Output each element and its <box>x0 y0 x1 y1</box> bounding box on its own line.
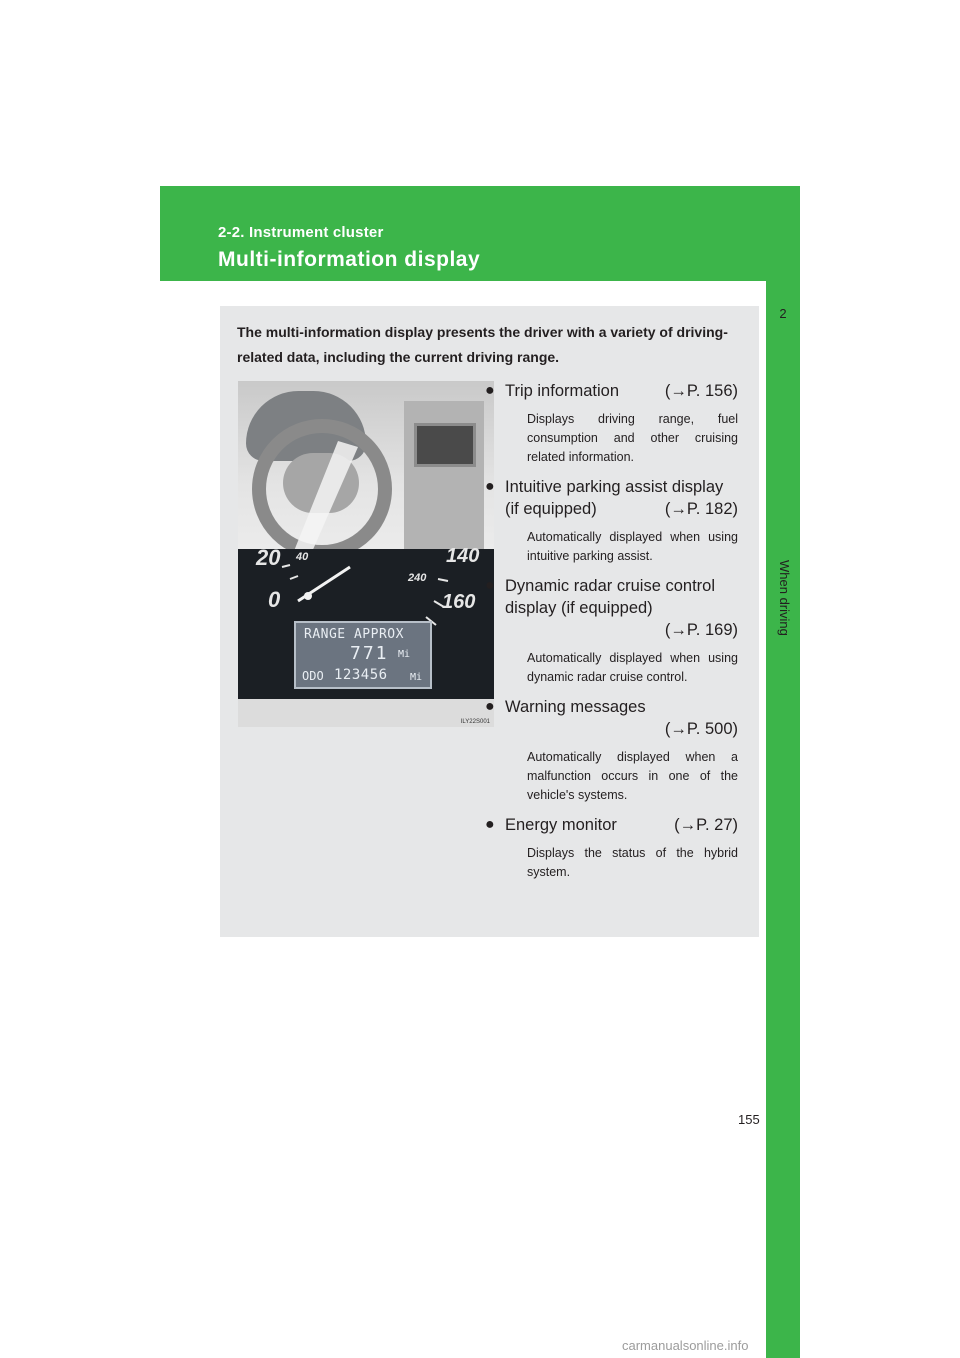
display-odo-unit: Mi <box>410 672 423 683</box>
list-item <box>482 575 738 696</box>
item-title: Warning messages <box>505 698 646 716</box>
gauge-label: 0 <box>268 587 281 612</box>
display-items-list <box>482 380 738 891</box>
bullet-icon: ● <box>485 577 495 594</box>
gauge-closeup <box>238 545 494 727</box>
chapter-header <box>160 186 800 281</box>
page-reference-link[interactable]: (→P. 182) <box>664 500 738 518</box>
section-label: 2-2. Instrument cluster <box>218 224 384 241</box>
bullet-icon: ● <box>485 816 495 833</box>
list-item <box>482 380 738 476</box>
page-reference-link[interactable]: (→P. 500) <box>664 720 738 738</box>
item-heading <box>482 696 738 740</box>
list-item <box>482 696 738 814</box>
page-reference-link[interactable]: (→P. 27) <box>674 816 738 834</box>
content-panel <box>220 306 759 937</box>
illustration-code: ILY22S001 <box>460 719 490 725</box>
item-heading <box>482 814 738 836</box>
gauge-label: 140 <box>446 545 480 567</box>
item-description: Displays the status of the hybrid system. <box>527 846 738 879</box>
dashboard-illustration <box>238 381 494 727</box>
watermark: carmanualsonline.info <box>622 1338 749 1353</box>
item-heading <box>482 476 738 520</box>
display-range-label: RANGE APPROX <box>304 627 404 642</box>
item-description: Automatically displayed when using intuitive parking assist. <box>527 530 738 563</box>
page-title: Multi-information display <box>218 248 481 271</box>
item-title: Trip information <box>505 382 620 400</box>
item-description: Automatically displayed when using dynamic radar cruise control. <box>527 651 738 684</box>
intro-text: The multi-information display presents the driver with a variety of driving-related data, including the current driving range. <box>237 324 728 365</box>
gauge-label: 40 <box>296 551 309 563</box>
item-title: Dynamic radar cruise control display (if equipped) <box>505 577 715 617</box>
list-item <box>482 814 738 891</box>
item-heading <box>482 575 738 641</box>
page-number: 155 <box>738 1112 760 1127</box>
item-title: Intuitive parking assist display (if equipped) <box>505 478 724 518</box>
gauge-label: 160 <box>442 591 476 613</box>
display-odo-label: ODO <box>302 669 324 683</box>
page-reference-link[interactable]: (→P. 156) <box>664 382 738 400</box>
item-description: Displays driving range, fuel consumption and other cruising related information. <box>527 412 738 464</box>
chapter-label: When driving <box>777 560 792 636</box>
bullet-icon: ● <box>485 698 495 715</box>
page-reference-link[interactable]: (→P. 169) <box>664 621 738 639</box>
list-item <box>482 476 738 575</box>
item-heading <box>482 380 738 402</box>
display-range-unit: Mi <box>398 649 411 660</box>
item-description: Automatically displayed when a malfunction occurs in one of the vehicle's systems. <box>527 750 738 802</box>
gauge-label: 240 <box>408 572 427 584</box>
bullet-icon: ● <box>485 478 495 495</box>
bullet-icon: ● <box>485 382 495 399</box>
chapter-side-tab <box>766 281 800 1358</box>
chapter-number: 2 <box>779 306 787 321</box>
display-range-value: 771 <box>350 643 389 664</box>
multi-information-display <box>294 621 432 689</box>
gauge-label: 20 <box>256 545 281 570</box>
item-title: Energy monitor <box>505 816 617 834</box>
display-odo-value: 123456 <box>334 667 388 683</box>
